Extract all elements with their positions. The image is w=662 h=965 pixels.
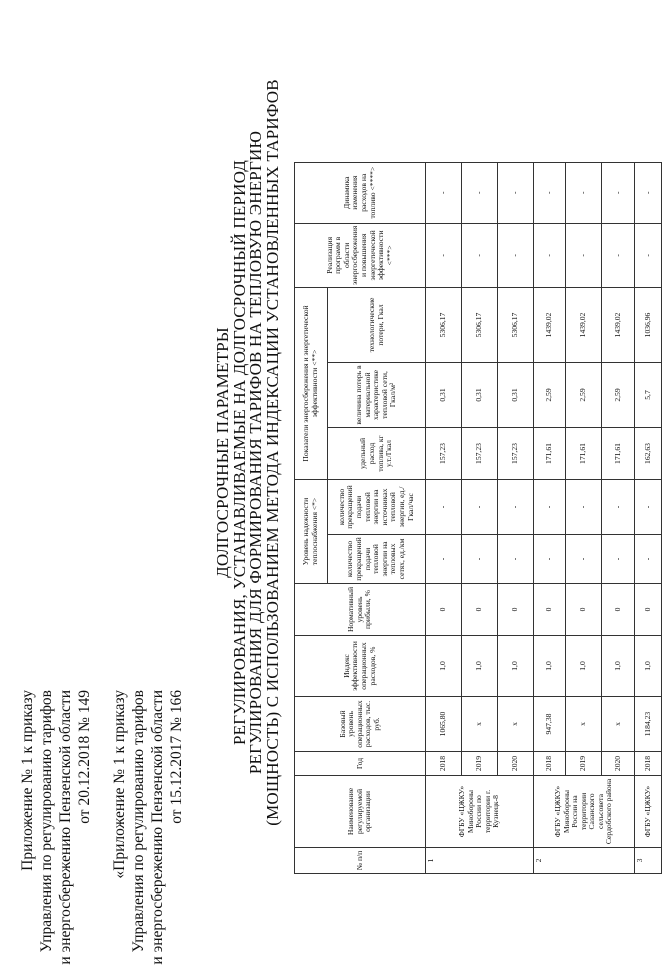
cell-year: 2020 [602,752,635,776]
cell-base-opex: 947,38 [534,697,566,752]
cell-source-interruptions: - [602,480,635,535]
cell-efficiency-index: 1,0 [498,636,534,697]
header-fuel-consumption: удельный расход топлива, кг у.т./Гкал [328,428,426,480]
cell-fuel-consumption: 162,63 [635,428,662,480]
cell-normative-profit: 0 [426,584,462,636]
cell-normative-profit: 0 [602,584,635,636]
cell-efficiency-index: 1,0 [566,636,602,697]
cell-network-interruptions: - [534,535,566,584]
cell-base-opex: x [498,697,534,752]
cell-technological-losses: 1439,02 [534,288,566,363]
cell-year: 2018 [426,752,462,776]
cell-network-interruptions: - [426,535,462,584]
header-org: Наименование регулируемой организации [295,776,426,848]
header-network-interruptions: количество прекращений подачи тепловой энергии на тепловых сетях, ед./км [328,535,426,584]
cell-programs: - [498,223,534,287]
header-line: «Приложение № 1 к приказу [111,690,128,879]
header-technological-losses: технологические потери, Гкал [328,288,426,363]
cell-source-interruptions: - [566,480,602,535]
cell-org-name: ФГБУ «ЦЖКУ» [635,776,662,848]
header-efficiency-index: Индекс эффективности операционных расходов, % [295,636,426,697]
table-row [566,162,602,873]
cell-source-interruptions: - [426,480,462,535]
cell-year: 2018 [635,752,662,776]
cell-technological-losses: 1036,96 [635,288,662,363]
cell-fuel-consumption: 171,61 [566,428,602,480]
cell-technological-losses: 5306,17 [462,288,498,363]
table-row [635,162,662,873]
title-line: (МОЩНОСТЬ) С ИСПОЛЬЗОВАНИЕМ МЕТОДА ИНДЕКСАЦИИ УСТАНОВЛЕННЫХ ТАРИФОВ [262,79,282,826]
cell-network-losses: 0,31 [498,363,534,428]
cell-base-opex: x [602,697,635,752]
cell-normative-profit: 0 [534,584,566,636]
cell-efficiency-index: 1,0 [602,636,635,697]
header-energy-efficiency: Показатели энергосбережения и энергетической эффективности <**> [295,288,328,480]
table-row [534,162,566,873]
cell-efficiency-index: 1,0 [462,636,498,697]
title-line: РЕГУЛИРОВАНИЯ, УСТАНАВЛИВАЕМЫЕ НА ДОЛГОСРОЧНЫЙ ПЕРИОД [229,160,249,746]
parameters-table [294,162,662,874]
header-line: Управления по регулированию тарифов [38,690,55,953]
title-line: ДОЛГОСРОЧНЫЕ ПАРАМЕТРЫ [213,327,232,578]
cell-source-interruptions: - [534,480,566,535]
document-title [215,0,281,905]
header-line: и энергосбережению Пензенской области [57,690,74,965]
header-reliability: Уровень надежности теплоснабжения <*> [295,480,328,584]
cell-network-losses: 2,59 [602,363,635,428]
cell-org-name: ФГБУ «ЦЖКУ» Минобороны России на территории Сазанского сельсовета Сердобского района [534,776,635,848]
cell-num: 1 [426,848,534,874]
header-line: и энергосбережению Пензенской области [149,690,166,965]
cell-efficiency-index: 1,0 [426,636,462,697]
table-row [498,162,534,873]
cell-num: 2 [534,848,635,874]
cell-source-interruptions: - [635,480,662,535]
header-year: Год [295,752,426,776]
header-normative-profit: Нормативный уровень прибыли, % [295,584,426,636]
cell-base-opex: x [462,697,498,752]
cell-efficiency-index: 1,0 [635,636,662,697]
cell-source-interruptions: - [462,480,498,535]
cell-org-name: ФГБУ «ЦЖКУ» Минобороны России по территории г. Кузнецк-8 [426,776,534,848]
cell-fuel-dynamics: - [566,162,602,223]
cell-fuel-dynamics: - [602,162,635,223]
header-source-interruptions: количество прекращений подачи тепловой энергии на источниках тепловой энергии, ед./Гкал/час [328,480,426,535]
table-body [426,162,662,873]
cell-fuel-dynamics: - [534,162,566,223]
title-line: РЕГУЛИРОВАНИЯ ДЛЯ ФОРМИРОВАНИЯ ТАРИФОВ НА ТЕПЛОВУЮ ЭНЕРГИЮ [246,130,265,775]
cell-programs: - [426,223,462,287]
header-network-losses: величина потерь в материальной характеристике тепловой сети, Гкал/м² [328,363,426,428]
cell-fuel-dynamics: - [462,162,498,223]
cell-normative-profit: 0 [498,584,534,636]
cell-base-opex: x [566,697,602,752]
cell-fuel-dynamics: - [426,162,462,223]
cell-technological-losses: 1439,02 [566,288,602,363]
cell-technological-losses: 5306,17 [498,288,534,363]
cell-base-opex: 1184,23 [635,697,662,752]
cell-source-interruptions: - [498,480,534,535]
header-programs: Реализация программ в области энергосбережения и повышения энергетической эффективности <***> [295,223,426,287]
cell-normative-profit: 0 [462,584,498,636]
header-line: от 20.12.2018 № 149 [76,690,93,824]
header-fuel-dynamics: Динамика изменения расходов на топливо <****> [295,162,426,223]
appendix-header-previous [110,690,186,965]
cell-fuel-dynamics: - [635,162,662,223]
header-line: Приложение № 1 к приказу [19,690,36,871]
cell-fuel-consumption: 157,23 [498,428,534,480]
header-line: Управления по регулированию тарифов [130,690,147,953]
cell-technological-losses: 5306,17 [426,288,462,363]
cell-network-losses: 2,59 [566,363,602,428]
cell-programs: - [462,223,498,287]
appendix-header-current [18,690,94,965]
cell-programs: - [602,223,635,287]
cell-network-losses: 0,31 [462,363,498,428]
cell-normative-profit: 0 [635,584,662,636]
table-row [602,162,635,873]
cell-network-interruptions: - [602,535,635,584]
cell-year: 2020 [498,752,534,776]
cell-year: 2019 [566,752,602,776]
cell-fuel-consumption: 157,23 [462,428,498,480]
cell-network-losses: 2,59 [534,363,566,428]
cell-year: 2018 [534,752,566,776]
header-line: от 15.12.2017 № 166 [168,690,185,824]
table-row [426,162,462,873]
cell-num: 3 [635,848,662,874]
cell-network-interruptions: - [498,535,534,584]
cell-network-losses: 0,31 [426,363,462,428]
cell-programs: - [635,223,662,287]
cell-technological-losses: 1439,02 [602,288,635,363]
cell-programs: - [534,223,566,287]
cell-network-interruptions: - [462,535,498,584]
cell-base-opex: 1065,80 [426,697,462,752]
cell-normative-profit: 0 [566,584,602,636]
header-num: № п/п [295,848,426,874]
cell-network-interruptions: - [566,535,602,584]
table-row [462,162,498,873]
cell-fuel-consumption: 171,61 [602,428,635,480]
cell-fuel-consumption: 157,23 [426,428,462,480]
cell-network-losses: 5,7 [635,363,662,428]
cell-network-interruptions: - [635,535,662,584]
cell-efficiency-index: 1,0 [534,636,566,697]
header-base-opex: Базовый уровень операционных расходов, тыс. руб. [295,697,426,752]
cell-programs: - [566,223,602,287]
cell-fuel-dynamics: - [498,162,534,223]
cell-fuel-consumption: 171,61 [534,428,566,480]
cell-year: 2019 [462,752,498,776]
